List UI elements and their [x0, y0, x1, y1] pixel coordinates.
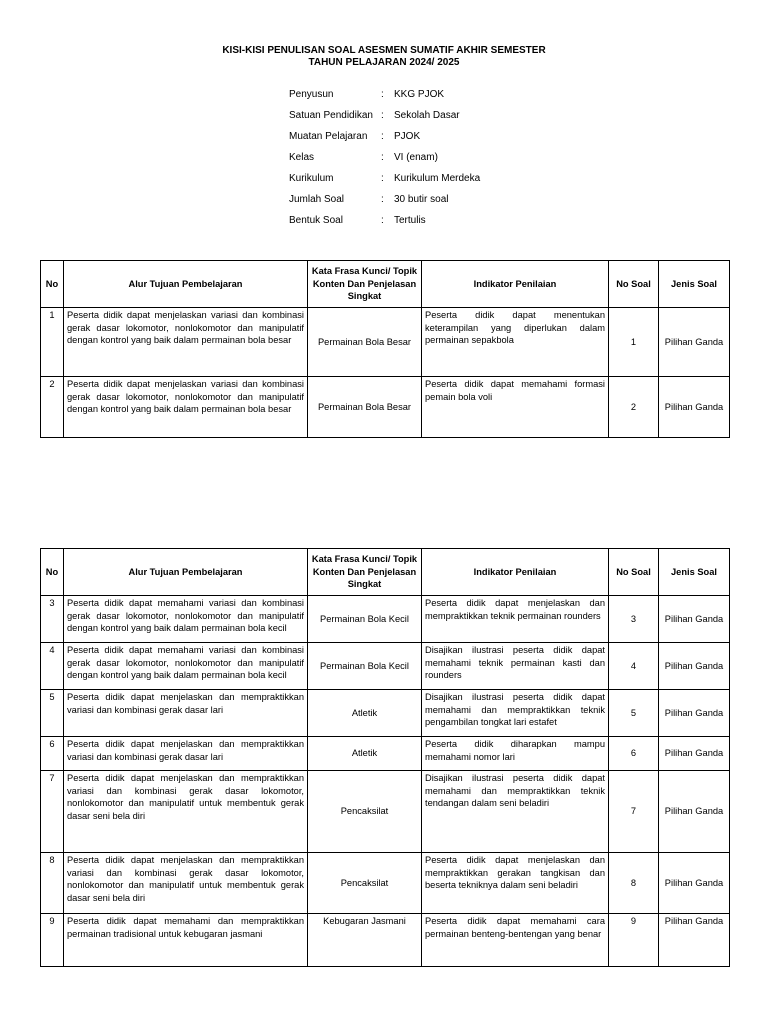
info-value: Tertulis [394, 215, 426, 226]
table-header-row [41, 549, 730, 596]
kisi-kisi-table-1 [40, 260, 730, 438]
cell-alur: Peserta didik dapat menjelaskan dan mempraktikkan variasi dan kombinasi gerak dasar lokomotor, nonlokomotor dan manipulatif untuk membentuk gerak dasar seni bela diri [64, 853, 308, 914]
info-colon: : [381, 194, 384, 205]
table-row [41, 853, 730, 914]
info-colon: : [381, 89, 384, 100]
cell-no-soal: 2 [609, 377, 659, 438]
cell-kata: Permainan Bola Besar [308, 308, 422, 377]
cell-jenis: Pilihan Ganda [659, 377, 730, 438]
info-row [289, 173, 480, 194]
table-header-row [41, 261, 730, 308]
info-label: Penyusun [289, 89, 334, 100]
cell-no: 6 [41, 737, 64, 771]
cell-no: 9 [41, 914, 64, 967]
cell-no: 7 [41, 771, 64, 853]
info-value: 30 butir soal [394, 194, 449, 205]
cell-alur: Peserta didik dapat menjelaskan dan mempraktikkan variasi dan kombinasi gerak dasar lari [64, 737, 308, 771]
table-row [41, 596, 730, 643]
header-no-soal: No Soal [609, 261, 659, 308]
cell-kata: Permainan Bola Kecil [308, 643, 422, 690]
cell-no-soal: 7 [609, 771, 659, 853]
cell-no: 4 [41, 643, 64, 690]
info-value: KKG PJOK [394, 89, 445, 100]
header-kata: Kata Frasa Kunci/ Topik Konten Dan Penjelasan Singkat [308, 549, 422, 596]
header-no: No [41, 261, 64, 308]
cell-kata: Permainan Bola Besar [308, 377, 422, 438]
title-line-1: KISI-KISI PENULISAN SOAL ASESMEN SUMATIF AKHIR SEMESTER [222, 45, 546, 56]
cell-indikator: Peserta didik dapat memahami cara permainan benteng-bentengan yang benar [422, 914, 609, 967]
header-alur: Alur Tujuan Pembelajaran [64, 261, 308, 308]
info-label: Satuan Pendidikan [289, 110, 373, 121]
cell-no: 5 [41, 690, 64, 737]
cell-kata: Pencaksilat [308, 853, 422, 914]
document-info [289, 89, 480, 236]
cell-jenis: Pilihan Ganda [659, 914, 730, 967]
header-jenis: Jenis Soal [659, 549, 730, 596]
cell-kata: Atletik [308, 690, 422, 737]
info-row [289, 194, 480, 215]
table-row [41, 737, 730, 771]
cell-jenis: Pilihan Ganda [659, 643, 730, 690]
cell-jenis: Pilihan Ganda [659, 737, 730, 771]
cell-kata: Permainan Bola Kecil [308, 596, 422, 643]
info-label: Kurikulum [289, 173, 334, 184]
cell-kata: Kebugaran Jasmani [308, 914, 422, 967]
cell-jenis: Pilihan Ganda [659, 308, 730, 377]
info-row [289, 89, 480, 110]
table-row [41, 643, 730, 690]
cell-kata: Pencaksilat [308, 771, 422, 853]
cell-alur: Peserta didik dapat memahami dan mempraktikkan permainan tradisional untuk kebugaran jasmani [64, 914, 308, 967]
header-kata: Kata Frasa Kunci/ Topik Konten Dan Penjelasan Singkat [308, 261, 422, 308]
cell-no: 8 [41, 853, 64, 914]
info-label: Kelas [289, 152, 315, 163]
info-colon: : [381, 131, 384, 142]
info-label: Jumlah Soal [289, 194, 345, 205]
cell-alur: Peserta didik dapat menjelaskan dan mempraktikkan variasi dan kombinasi gerak dasar lokomotor, nonlokomotor dan manipulatif untuk membentuk gerak dasar seni bela diri [64, 771, 308, 853]
cell-jenis: Pilihan Ganda [659, 596, 730, 643]
info-row [289, 215, 480, 236]
info-row [289, 152, 480, 173]
header-no: No [41, 549, 64, 596]
info-colon: : [381, 173, 384, 184]
info-value: Kurikulum Merdeka [394, 173, 481, 184]
cell-indikator: Peserta didik dapat menjelaskan dan mempraktikkan teknik permainan rounders [422, 596, 609, 643]
kisi-kisi-table-2 [40, 548, 730, 967]
cell-alur: Peserta didik dapat memahami variasi dan kombinasi gerak dasar lokomotor, nonlokomotor dan manipulatif dengan kontrol yang baik dalam permainan bola kecil [64, 596, 308, 643]
info-label: Bentuk Soal [289, 215, 343, 226]
cell-indikator: Peserta didik dapat menentukan keterampilan yang diperlukan dalam permainan sepakbola [422, 308, 609, 377]
table-row [41, 771, 730, 853]
cell-no-soal: 4 [609, 643, 659, 690]
cell-alur: Peserta didik dapat menjelaskan dan mempraktikkan variasi dan kombinasi gerak dasar lari [64, 690, 308, 737]
info-colon: : [381, 152, 384, 163]
table-row [41, 914, 730, 967]
cell-jenis: Pilihan Ganda [659, 771, 730, 853]
cell-no-soal: 3 [609, 596, 659, 643]
info-label: Muatan Pelajaran [289, 131, 368, 142]
header-jenis: Jenis Soal [659, 261, 730, 308]
info-value: VI (enam) [394, 152, 438, 163]
cell-no: 2 [41, 377, 64, 438]
header-indikator: Indikator Penilaian [422, 261, 609, 308]
cell-jenis: Pilihan Ganda [659, 853, 730, 914]
cell-alur: Peserta didik dapat menjelaskan variasi dan kombinasi gerak dasar lokomotor, nonlokomotor dan manipulatif dengan kontrol yang baik dalam permainan bola besar [64, 377, 308, 438]
info-row [289, 131, 480, 152]
document-title [0, 45, 768, 69]
info-value: Sekolah Dasar [394, 110, 460, 121]
cell-indikator: Disajikan ilustrasi peserta didik dapat memahami dan mempraktikkan teknik tendangan dalam seni beladiri [422, 771, 609, 853]
header-alur: Alur Tujuan Pembelajaran [64, 549, 308, 596]
header-no-soal: No Soal [609, 549, 659, 596]
info-colon: : [381, 215, 384, 226]
title-line-2: TAHUN PELAJARAN 2024/ 2025 [308, 57, 460, 68]
cell-no-soal: 1 [609, 308, 659, 377]
cell-indikator: Disajikan ilustrasi peserta didik dapat memahami dan mempraktikkan teknik pengambilan tongkat lari estafet [422, 690, 609, 737]
cell-indikator: Peserta didik diharapkan mampu memahami nomor lari [422, 737, 609, 771]
cell-indikator: Peserta didik dapat menjelaskan dan mempraktikkan gerakan tangkisan dan beserta tekniknya dalam seni beladiri [422, 853, 609, 914]
cell-no: 1 [41, 308, 64, 377]
cell-no: 3 [41, 596, 64, 643]
cell-no-soal: 6 [609, 737, 659, 771]
cell-kata: Atletik [308, 737, 422, 771]
table-row [41, 377, 730, 438]
info-value: PJOK [394, 131, 421, 142]
table-row [41, 690, 730, 737]
cell-indikator: Disajikan ilustrasi peserta didik dapat memahami teknik permainan kasti dan rounders [422, 643, 609, 690]
table-row [41, 308, 730, 377]
cell-indikator: Peserta didik dapat memahami formasi pemain bola voli [422, 377, 609, 438]
cell-jenis: Pilihan Ganda [659, 690, 730, 737]
cell-no-soal: 5 [609, 690, 659, 737]
cell-no-soal: 9 [609, 914, 659, 967]
cell-alur: Peserta didik dapat menjelaskan variasi dan kombinasi gerak dasar lokomotor, nonlokomotor dan manipulatif dengan kontrol yang baik dalam permainan bola besar [64, 308, 308, 377]
cell-no-soal: 8 [609, 853, 659, 914]
info-colon: : [381, 110, 384, 121]
info-row [289, 110, 480, 131]
header-indikator: Indikator Penilaian [422, 549, 609, 596]
cell-alur: Peserta didik dapat memahami variasi dan kombinasi gerak dasar lokomotor, nonlokomotor dan manipulatif dengan kontrol yang baik dalam permainan bola kecil [64, 643, 308, 690]
